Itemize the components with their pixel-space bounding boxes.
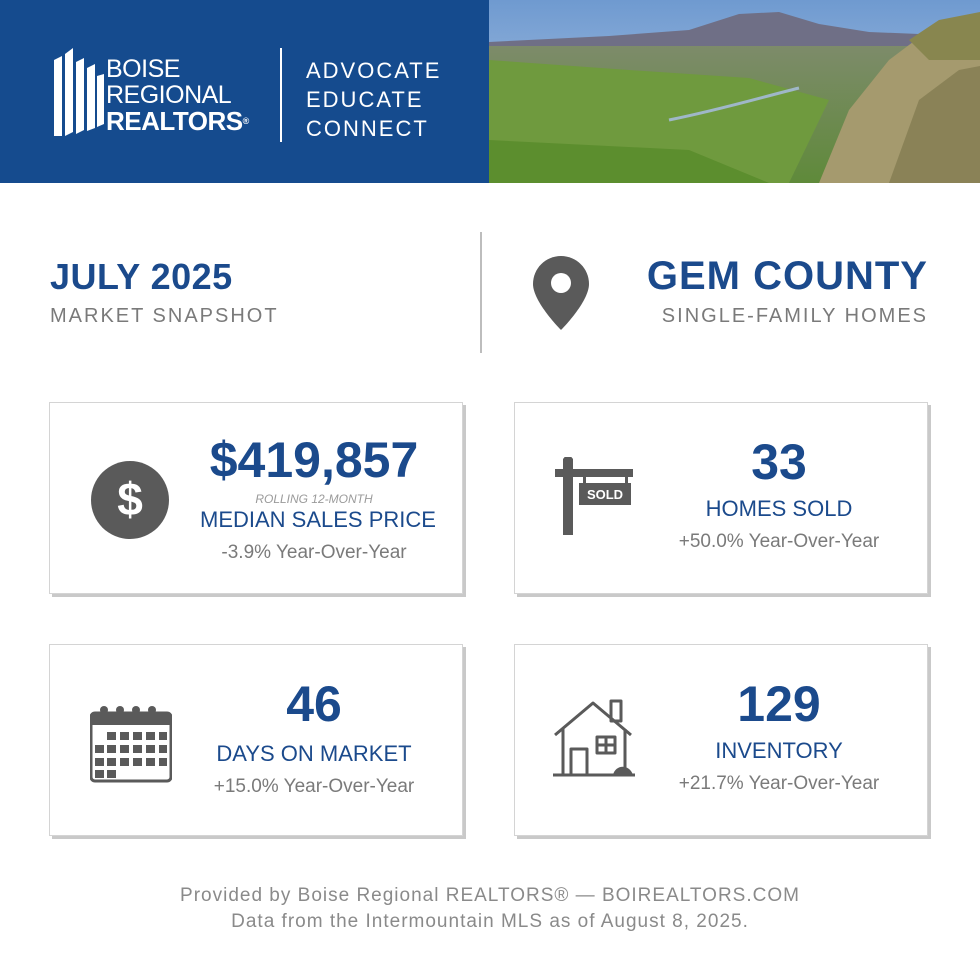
- dollar-icon: [90, 460, 170, 540]
- footer-data-source: Data from the Intermountain MLS as of August 8, 2025.: [231, 911, 749, 932]
- median-price-yoy: -3.9% Year-Over-Year: [221, 542, 407, 563]
- house-icon: [553, 697, 635, 779]
- median-price-value: $419,857: [209, 432, 419, 488]
- inventory-label: INVENTORY: [715, 738, 843, 763]
- logo-line-3-text: REALTORS: [106, 106, 243, 136]
- median-price-card: [49, 402, 463, 594]
- days-on-market-label: DAYS ON MARKET: [216, 741, 412, 766]
- logo-buildings-icon: [54, 48, 104, 136]
- footer-credit: Provided by Boise Regional REALTORS® — BOIREALTORS.COM: [180, 885, 800, 906]
- inventory-card: [514, 644, 928, 836]
- homes-sold-card: [514, 402, 928, 594]
- period-subtitle: MARKET SNAPSHOT: [50, 305, 279, 327]
- logo-line-3: [106, 108, 249, 134]
- svg-text:$: $: [117, 473, 143, 525]
- registered-mark: ®: [242, 116, 249, 126]
- homes-sold-yoy: +50.0% Year-Over-Year: [678, 531, 880, 552]
- days-on-market-value: 46: [286, 676, 342, 732]
- location-pin-icon: [533, 256, 589, 330]
- landscape-photo: [489, 0, 980, 183]
- logo-wordmark: [106, 56, 249, 134]
- tagline-connect: CONNECT: [306, 116, 429, 141]
- median-price-qualifier: ROLLING 12-MONTH: [255, 492, 373, 506]
- logo-line-2: REGIONAL: [106, 81, 232, 109]
- area-subtitle: SINGLE-FAMILY HOMES: [661, 305, 928, 327]
- sold-sign-text: SOLD: [586, 487, 624, 502]
- sold-sign-icon: [555, 457, 635, 537]
- brand-divider: [280, 48, 282, 142]
- calendar-icon: [90, 705, 172, 783]
- days-on-market-card: [49, 644, 463, 836]
- header-banner: [0, 0, 980, 183]
- inventory-value: 129: [737, 676, 821, 732]
- area-title: GEM COUNTY: [646, 254, 928, 298]
- median-price-label: MEDIAN SALES PRICE: [200, 507, 436, 532]
- homes-sold-label: HOMES SOLD: [705, 496, 853, 521]
- logo-line-1: BOISE: [106, 55, 180, 83]
- tagline-advocate: ADVOCATE: [306, 58, 442, 83]
- inventory-yoy: +21.7% Year-Over-Year: [678, 773, 880, 794]
- title-divider: [480, 232, 482, 353]
- homes-sold-value: 33: [751, 434, 807, 490]
- tagline: [306, 56, 441, 143]
- tagline-educate: EDUCATE: [306, 87, 424, 112]
- brand-panel: [0, 0, 489, 183]
- days-on-market-yoy: +15.0% Year-Over-Year: [213, 776, 415, 797]
- period-title: JULY 2025: [50, 256, 233, 297]
